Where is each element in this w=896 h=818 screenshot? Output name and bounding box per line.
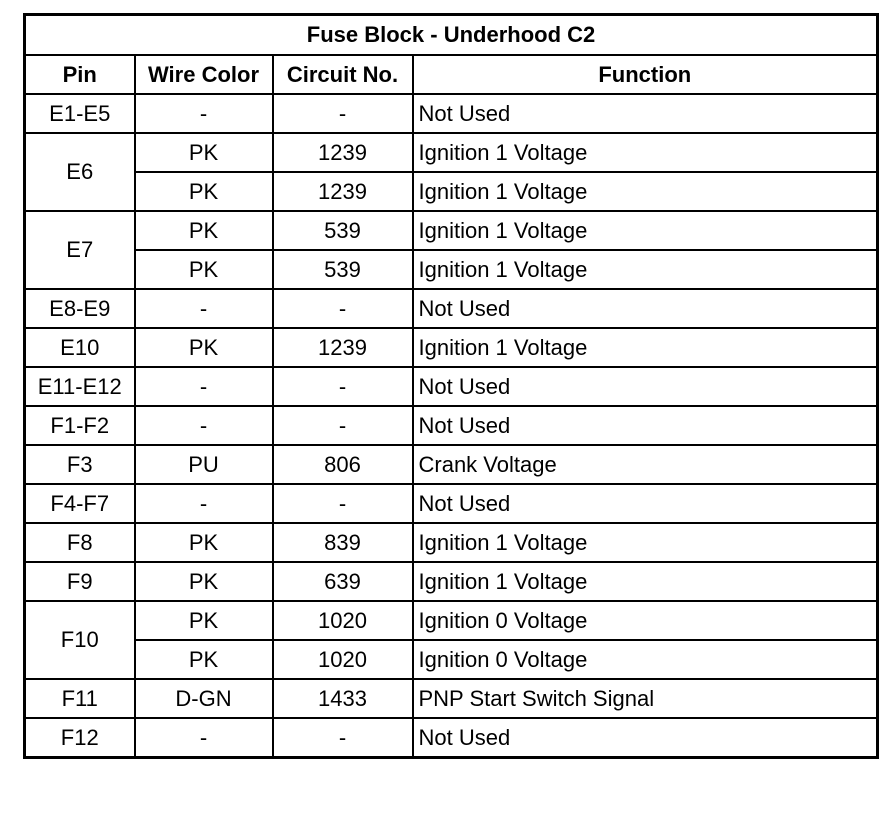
pin-cell: F12: [25, 718, 135, 758]
circuit-no-cell: -: [273, 484, 413, 523]
header-circuit-no: Circuit No.: [273, 55, 413, 94]
table-row: [25, 640, 878, 679]
pin-cell: E1-E5: [25, 94, 135, 133]
circuit-no-cell: 639: [273, 562, 413, 601]
table-row: [25, 523, 878, 562]
connector-pinout-table: [23, 13, 879, 759]
circuit-no-cell: -: [273, 406, 413, 445]
wire-color-cell: PK: [135, 211, 273, 250]
table-row: [25, 328, 878, 367]
pin-cell: E7: [25, 211, 135, 289]
table-row: [25, 172, 878, 211]
wire-color-cell: PK: [135, 523, 273, 562]
wire-color-cell: -: [135, 484, 273, 523]
title-row: [25, 15, 878, 56]
header-pin: Pin: [25, 55, 135, 94]
header-wire-color: Wire Color: [135, 55, 273, 94]
table-row: [25, 406, 878, 445]
function-cell: Ignition 1 Voltage: [413, 172, 878, 211]
wire-color-cell: PK: [135, 562, 273, 601]
function-cell: Crank Voltage: [413, 445, 878, 484]
wire-color-cell: PK: [135, 133, 273, 172]
table-row: [25, 484, 878, 523]
pin-cell: E6: [25, 133, 135, 211]
pin-cell: F3: [25, 445, 135, 484]
function-cell: Not Used: [413, 718, 878, 758]
wire-color-cell: PK: [135, 640, 273, 679]
function-cell: Not Used: [413, 484, 878, 523]
wire-color-cell: -: [135, 94, 273, 133]
pin-cell: F8: [25, 523, 135, 562]
circuit-no-cell: -: [273, 94, 413, 133]
function-cell: PNP Start Switch Signal: [413, 679, 878, 718]
pin-cell: F9: [25, 562, 135, 601]
pin-cell: F4-F7: [25, 484, 135, 523]
header-row: [25, 55, 878, 94]
function-cell: Not Used: [413, 289, 878, 328]
wire-color-cell: PK: [135, 328, 273, 367]
table-row: [25, 367, 878, 406]
circuit-no-cell: 539: [273, 250, 413, 289]
wire-color-cell: -: [135, 718, 273, 758]
pin-cell: E10: [25, 328, 135, 367]
table-row: [25, 289, 878, 328]
function-cell: Ignition 1 Voltage: [413, 133, 878, 172]
table-row: [25, 718, 878, 758]
wire-color-cell: PK: [135, 172, 273, 211]
header-function: Function: [413, 55, 878, 94]
circuit-no-cell: 1020: [273, 640, 413, 679]
function-cell: Not Used: [413, 367, 878, 406]
circuit-no-cell: 806: [273, 445, 413, 484]
circuit-no-cell: 539: [273, 211, 413, 250]
table-title: Fuse Block - Underhood C2: [25, 15, 878, 56]
table-row: [25, 445, 878, 484]
circuit-no-cell: 1020: [273, 601, 413, 640]
wire-color-cell: -: [135, 367, 273, 406]
pin-cell: F10: [25, 601, 135, 679]
wire-color-cell: PU: [135, 445, 273, 484]
function-cell: Ignition 1 Voltage: [413, 562, 878, 601]
function-cell: Ignition 1 Voltage: [413, 523, 878, 562]
circuit-no-cell: -: [273, 718, 413, 758]
function-cell: Ignition 1 Voltage: [413, 328, 878, 367]
function-cell: Not Used: [413, 406, 878, 445]
table-row: [25, 133, 878, 172]
function-cell: Ignition 1 Voltage: [413, 211, 878, 250]
pin-cell: E8-E9: [25, 289, 135, 328]
circuit-no-cell: 1239: [273, 133, 413, 172]
pin-cell: F11: [25, 679, 135, 718]
wire-color-cell: PK: [135, 601, 273, 640]
function-cell: Ignition 0 Voltage: [413, 601, 878, 640]
table-row: [25, 250, 878, 289]
wire-color-cell: -: [135, 406, 273, 445]
circuit-no-cell: -: [273, 367, 413, 406]
pin-cell: E11-E12: [25, 367, 135, 406]
table-row: [25, 601, 878, 640]
circuit-no-cell: 1239: [273, 328, 413, 367]
function-cell: Not Used: [413, 94, 878, 133]
function-cell: Ignition 1 Voltage: [413, 250, 878, 289]
circuit-no-cell: 1239: [273, 172, 413, 211]
wire-color-cell: D-GN: [135, 679, 273, 718]
circuit-no-cell: 1433: [273, 679, 413, 718]
function-cell: Ignition 0 Voltage: [413, 640, 878, 679]
circuit-no-cell: -: [273, 289, 413, 328]
circuit-no-cell: 839: [273, 523, 413, 562]
table-row: [25, 211, 878, 250]
table-row: [25, 679, 878, 718]
pin-cell: F1-F2: [25, 406, 135, 445]
table-row: [25, 562, 878, 601]
wire-color-cell: -: [135, 289, 273, 328]
table-row: [25, 94, 878, 133]
wire-color-cell: PK: [135, 250, 273, 289]
